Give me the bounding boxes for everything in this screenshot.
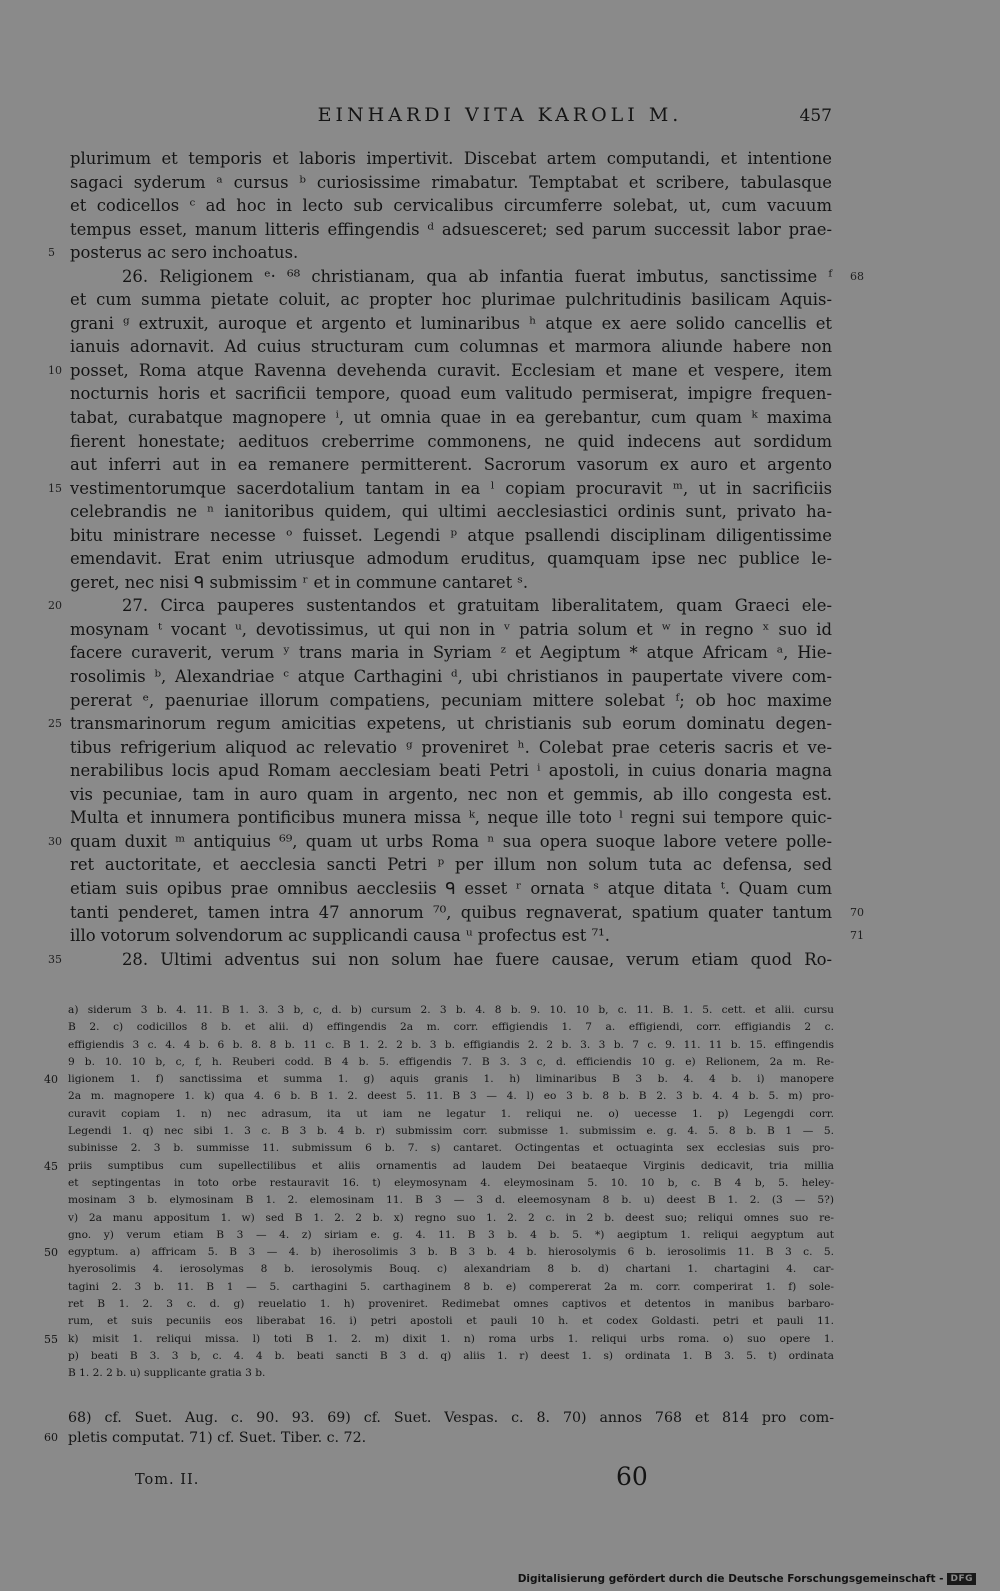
main-text-line [70, 382, 832, 406]
main-text-line-number: 30 [48, 834, 62, 848]
main-text-line-text: nerabilibus locis apud Romam aecclesiam beati Petri ⁱ apostoli, in cuius donaria magna [70, 761, 832, 781]
note-line [68, 1296, 834, 1313]
main-text-line [70, 335, 832, 359]
main-text-line-text: celebrandis ne ⁿ ianitoribus quidem, qui ultimi aecclesiastici ordinis sunt, privato ha- [70, 502, 832, 522]
note-line-text: rum, et suis pecuniis eos liberabat 16. i) petri apostoli et pauli 10 h. et codex Goldasti. petri et pauli 11. [68, 1315, 834, 1328]
main-text-line [70, 571, 832, 595]
note-line [68, 1192, 834, 1209]
reference-line [68, 1408, 834, 1428]
note-line-text: 2a m. magnopere 1. k) qua 4. 6 b. B 1. 2. deest 5. 11. B 3 — 4. l) eo 3 b. 8 b. B 2. 3 b. 4. 4 b. 5. m) pro- [68, 1090, 834, 1103]
main-text-line-text: tibus refrigerium aliquod ac relevatio ᵍ proveniret ʰ. Colebat prae ceteris sacris et ve- [70, 737, 832, 757]
main-text-line-text: emendavit. Erat enim utriusque admodum eruditus, quamquam ipse nec publice le- [70, 549, 832, 569]
main-text-line [48, 712, 832, 736]
note-line [68, 1279, 834, 1296]
main-text-line-text: rosolimis ᵇ, Alexandriae ᶜ atque Carthagini ᵈ, ubi christianos in paupertate vivere com- [70, 667, 832, 687]
main-text-line-text: geret, nec nisi ᑫ submissim ʳ et in commune cantaret ˢ. [70, 572, 529, 592]
note-line-number: 50 [44, 1246, 58, 1260]
main-text-line [70, 547, 832, 571]
note-line [68, 1348, 834, 1365]
main-text-line [48, 477, 832, 501]
main-text-line-text: transmarinorum regum amicitias expetens, ut christianis sub eorum dominatu degen- [70, 714, 832, 734]
main-text-line [70, 147, 832, 171]
main-text-line [70, 853, 832, 877]
note-line-text: Legendi 1. q) nec sibi 1. 3 c. B 3 b. 4 b. r) submissim corr. submisse 1. submissim e. g. 4. 5. 8 b. B 1 — 5. [68, 1125, 834, 1138]
note-line-text: subinisse 2. 3 b. summisse 11. submissum 6 b. 7. s) cantaret. Octingentas et octuaginta sex ecclesias suis pro- [68, 1142, 834, 1155]
main-text-line-text: grani ᵍ extruxit, auroque et argento et luminaribus ʰ atque ex aere solido cancellis et [70, 313, 832, 333]
note-line-text: v) 2a manu appositum 1. w) sed B 1. 2. 2 b. x) regno suo 1. 2. 2 c. in 2 b. deest suo; reliqui omnes suo re- [68, 1211, 834, 1224]
page-number: 457 [799, 106, 832, 126]
main-text-line [70, 901, 864, 925]
note-line-text: 9 b. 10. 10 b, c, f, h. Reuberi codd. B 4 b. 5. effigendis 7. B 3. 3 c, d. efficiendis 10 g. e) Relionem, 2a m. Re- [68, 1055, 834, 1068]
note-line-number: 45 [44, 1159, 58, 1173]
main-text-line [70, 265, 864, 289]
main-text-line-text: facere curaverit, verum ʸ trans maria in Syriam ᶻ et Aegiptum * atque Africam ᵃ, Hie- [70, 643, 832, 663]
note-line-number: 55 [44, 1332, 58, 1346]
note-line [68, 1313, 834, 1330]
main-text-line [70, 641, 832, 665]
note-line-text: mosinam 3 b. elymosinam B 1. 2. elemosinam 11. B 3 — 3 d. eleemosynam 8 b. u) deest B 1. 2. (3 — 5?) [68, 1194, 834, 1207]
main-text-line [70, 194, 832, 218]
note-line [68, 1106, 834, 1123]
note-line-text: effigiendis 3 c. 4. 4 b. 6 b. 8. 8 b. 11 c. B 1. 2. 2 b. 3 b. effigiandis 2. 2 b. 3. 3 b. 7 c. 9. 11. 11 b. 15. effingendis [68, 1038, 834, 1051]
main-text-line-number: 25 [48, 717, 62, 731]
margin-reference-number: 68 [850, 269, 864, 283]
main-text-line-text: quam duxit ᵐ antiquius ⁶⁹, quam ut urbs Roma ⁿ sua opera suoque labore vetere polle- [70, 831, 832, 851]
main-text-line-text: mosynam ᵗ vocant ᵘ, devotissimus, ut qui non in ᵛ patria solum et ʷ in regno ˣ suo id [70, 619, 832, 639]
note-line [68, 1210, 834, 1227]
note-line [44, 1071, 834, 1088]
main-text-line [70, 736, 832, 760]
main-text-line-number: 5 [48, 246, 55, 260]
main-text-line-number: 15 [48, 481, 62, 495]
note-line-text: egyptum. a) affricam 5. B 3 — 4. b) iherosolimis 3 b. B 3 b. 4 b. hierosolymis 6 b. ierosolimis 11. B 3 c. 5. [68, 1246, 834, 1259]
running-title: EINHARDI VITA KAROLI M. [317, 104, 683, 126]
note-line-text: B 2. c) codicillos 8 b. et alii. d) effingendis 2a m. corr. effigiendis 1. 7 a. effigiendi, corr. effigiandis 2 c. [68, 1021, 834, 1034]
note-line [44, 1158, 834, 1175]
main-text-line-text: vis pecuniae, tam in auro quam in argento, nec non et gemmis, ab illo congesta est. [70, 784, 832, 804]
main-text-line-text: 26. Religionem ᵉ· ⁶⁸ christianam, qua ab infantia fuerat imbutus, sanctissime ᶠ [122, 266, 832, 286]
main-text-line-text: vestimentorumque sacerdotalium tantam in ea ˡ copiam procuravit ᵐ, ut in sacrificiis [70, 478, 832, 498]
main-text-line-text: ianuis adornavit. Ad cuius structuram cum columnas et marmora aliunde habere non [70, 337, 832, 357]
note-line [68, 1175, 834, 1192]
main-text-line [70, 312, 832, 336]
main-text-line-text: aut inferri aut in ea remanere permitterent. Sacrorum vasorum ex auro et argento [70, 455, 832, 475]
note-line [68, 1123, 834, 1140]
note-line [68, 1088, 834, 1105]
main-text-line-text: posset, Roma atque Ravenna devehenda curavit. Ecclesiam et mane et vespere, item [70, 360, 832, 380]
main-text-line-text: 27. Circa pauperes sustentandos et gratuitam liberalitatem, quam Graeci ele- [122, 596, 832, 616]
main-text-line [70, 783, 832, 807]
main-text-line [70, 877, 832, 901]
main-text-line-number: 20 [48, 599, 62, 613]
reference-line-text: 68) cf. Suet. Aug. c. 90. 93. 69) cf. Suet. Vespas. c. 8. 70) annos 768 et 814 pro com- [68, 1410, 834, 1426]
page-signature [0, 1462, 1000, 1496]
volume-mark: Tom. II. [135, 1472, 200, 1488]
note-line-text: p) beati B 3. 3 b, c. 4. 4 b. beati sancti B 3 d. q) aliis 1. r) deest 1. s) ordinata 1. B 3. 5. t) ordinata [68, 1349, 834, 1362]
note-line [68, 1002, 834, 1019]
main-text-line-text: et codicellos ᶜ ad hoc in lecto sub cervicalibus circumferre solebat, ut, cum vacuum [70, 196, 832, 216]
note-line [68, 1019, 834, 1036]
main-text-line-text: posterus ac sero inchoatus. [70, 243, 299, 263]
main-text-line [48, 241, 832, 265]
main-text-line-text: tanti penderet, tamen intra 47 annorum ⁷⁰, quibus regnaverat, spatium quater tantum [70, 902, 832, 922]
digitalisation-text: Digitalisierung gefördert durch die Deutsche Forschungsgemeinschaft - [517, 1573, 944, 1585]
note-line-text: tagini 2. 3 b. 11. B 1 — 5. carthagini 5. carthaginem 8 b. e) compererat 2a m. corr. comperirat 1. f) sole- [68, 1280, 834, 1293]
reference-line [44, 1428, 834, 1448]
main-text-line [70, 806, 832, 830]
note-line-text: hyerosolimis 4. ierosolymas 8 b. ierosolymis Bouq. c) alexandriam 8 b. d) chartani 1. chartagini 4. car- [68, 1263, 834, 1276]
main-text-line [70, 524, 832, 548]
main-text-line-text: tabat, curabatque magnopere ⁱ, ut omnia quae in ea gerebantur, cum quam ᵏ maxima [70, 408, 832, 428]
note-line-text: gno. y) verum etiam B 3 — 4. z) siriam e. g. 4. 11. B 3 b. 4 b. 5. *) aegiptum 1. reliqui aegyptum aut [68, 1228, 834, 1241]
main-text-line-text: sagaci syderum ᵃ cursus ᵇ curiosissime rimabatur. Temptabat et scribere, tabulasque [70, 172, 832, 192]
note-line [68, 1227, 834, 1244]
main-text-line [70, 171, 832, 195]
note-line-text: k) misit 1. reliqui missa. l) toti B 1. 2. m) dixit 1. n) roma urbs 1. reliqui urbs roma. o) suo opere 1. [68, 1332, 834, 1345]
note-line [68, 1261, 834, 1278]
main-text-line [48, 830, 832, 854]
source-references [44, 1408, 834, 1448]
note-line-text: B 1. 2. 2 b. u) supplicante gratia 3 b. [68, 1367, 266, 1380]
note-line-number: 40 [44, 1073, 58, 1087]
note-line-text: priis sumptibus cum supellectilibus et aliis ornamentis ad laudem Dei beataeque Virginis dedicavit, tria millia [68, 1159, 834, 1172]
main-text-line-text: bitu ministrare necesse ᵒ fuisset. Legendi ᵖ atque psallendi disciplinam diligentissime [70, 525, 832, 545]
margin-reference-number: 71 [850, 929, 864, 943]
main-text-line-text: Multa et innumera pontificibus munera missa ᵏ, neque ille toto ˡ regni sui tempore quic- [70, 808, 832, 828]
note-line-text: ret B 1. 2. 3 c. d. g) reuelatio 1. h) proveniret. Redimebat omnes captivos et detentos in manibus barbaro- [68, 1298, 834, 1311]
note-line-text: ligionem 1. f) sanctissima et summa 1. g) aquis granis 1. h) liminaribus B 3 b. 4. 4 b. i) manopere [68, 1073, 834, 1086]
main-text-line-text: etiam suis opibus prae omnibus aecclesiis ᑫ esset ʳ ornata ˢ atque ditata ᵗ. Quam cum [70, 878, 832, 898]
running-head [0, 104, 1000, 134]
reference-line-number: 60 [44, 1431, 58, 1444]
note-line-text: et septingentas in toto orbe restauravit 16. t) eleymosynam 4. eleymosinam 5. 10. 10 b, c. B 4 b, 5. heley- [68, 1176, 834, 1189]
margin-reference-number: 70 [850, 905, 864, 919]
note-line [68, 1037, 834, 1054]
main-text-line [70, 406, 832, 430]
main-text-line [70, 218, 832, 242]
main-text-line [70, 288, 832, 312]
dfg-logo-icon: DFG [947, 1573, 976, 1585]
main-text-line [48, 594, 832, 618]
main-text-line [70, 689, 832, 713]
main-text-line-text: 28. Ultimi adventus sui non solum hae fuere causae, verum etiam quod Ro- [122, 949, 832, 969]
main-text-line-text: fierent honestate; aedituos creberrime commonens, ne quid indecens aut sordidum [70, 431, 832, 451]
main-text-line-text: nocturnis horis et sacrificii tempore, quoad eum valitudo permiserat, impigre frequen- [70, 384, 832, 404]
main-text-line-text: tempus esset, manum litteris effingendis ᵈ adsuesceret; sed parum successit labor prae- [70, 219, 832, 239]
main-text-line-number: 10 [48, 363, 62, 377]
main-text-line [70, 665, 832, 689]
main-text-line [70, 759, 832, 783]
main-text-line [70, 500, 832, 524]
main-text-line [70, 618, 832, 642]
main-text-line-text: et cum summa pietate coluit, ac propter hoc plurimae pulchritudinis basilicam Aquis- [70, 290, 832, 310]
note-line [44, 1331, 834, 1348]
main-text-line [70, 924, 864, 948]
main-text-line-text: illo votorum solvendorum ac supplicandi causa ᵘ profectus est ⁷¹. [70, 926, 610, 946]
main-text [48, 147, 864, 971]
main-text-line-text: pererat ᵉ, paenuriae illorum compatiens, pecuniam mittere solebat ᶠ; ob hoc maxime [70, 690, 832, 710]
main-text-line [48, 359, 832, 383]
main-text-line-number: 35 [48, 952, 62, 966]
note-line [44, 1244, 834, 1261]
main-text-line [70, 453, 832, 477]
main-text-line-text: ret auctoritate, et aecclesia sancti Petri ᵖ per illum non solum tuta ac defensa, sed [70, 855, 832, 875]
note-line [68, 1140, 834, 1157]
note-line-text: a) siderum 3 b. 4. 11. B 1. 3. 3 b, c, d. b) cursum 2. 3 b. 4. 8 b. 9. 10. 10 b, c. 11. B. 1. 5. cett. et alii. cursu [68, 1004, 834, 1016]
note-line-text: curavit copiam 1. n) nec adrasum, ita ut iam ne legatur 1. reliqui ne. o) uecesse 1. p) Legengdi corr. [68, 1107, 834, 1120]
note-line [68, 1054, 834, 1071]
reference-line-text: pletis computat. 71) cf. Suet. Tiber. c. 72. [68, 1430, 367, 1446]
main-text-line [48, 948, 832, 972]
critical-apparatus [44, 1002, 834, 1383]
sheet-number: 60 [616, 1462, 648, 1491]
main-text-line [70, 430, 832, 454]
digitalisation-credit [518, 1571, 976, 1587]
main-text-line-text: plurimum et temporis et laboris impertivit. Discebat artem computandi, et intentione [70, 149, 832, 168]
note-line [68, 1365, 834, 1382]
